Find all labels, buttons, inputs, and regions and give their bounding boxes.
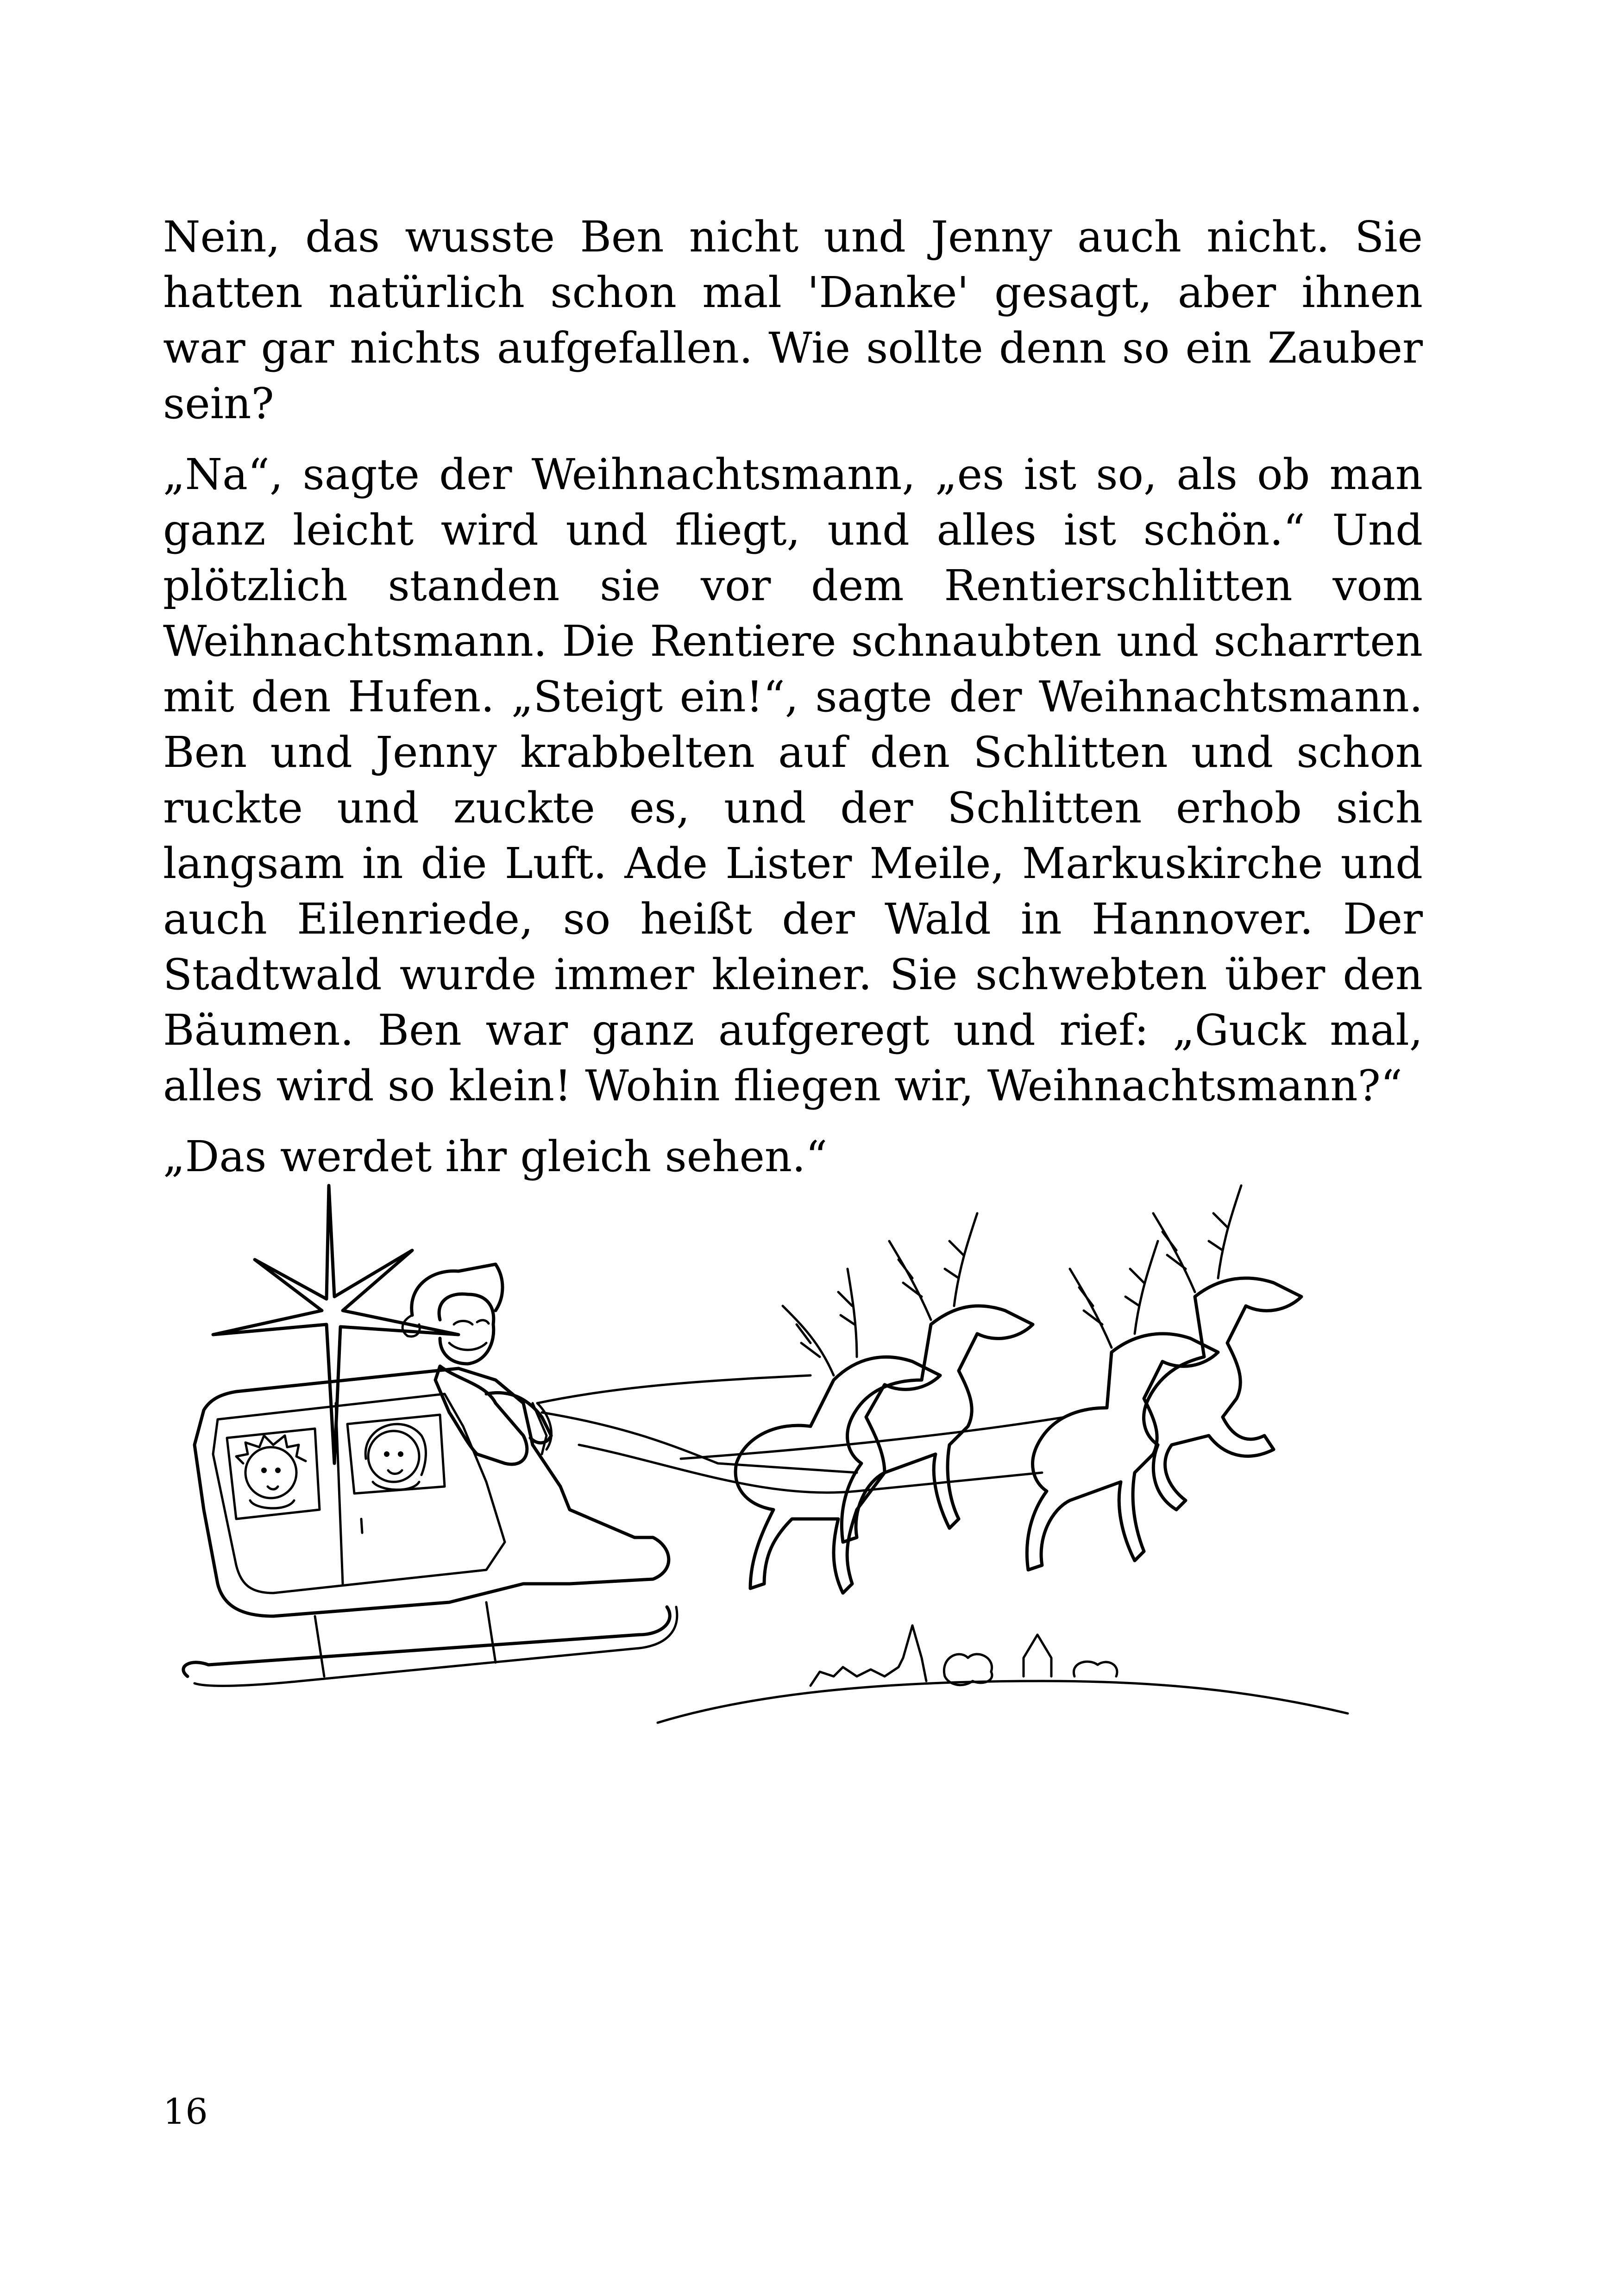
paragraph-2: „Na“, sagte der Weihnachtsmann, „es ist so, als ob man ganz leicht wird und fliegt, und alles ist schön.“ Und plötzlich standen sie vor dem Rentierschlitten vom Weihnachtsmann. Die Rentiere schnaubten und scharrten mit den Hufen. „Steigt ein!“, sagte der Weihnachtsmann. Ben und Jenny krabbelten auf den Schlitten und schon ruckte und zuckte es, und der Schlitten erhob sich langsam in die Luft. Ade Lister Meile, Markuskirche und auch Eilenriede, so heißt der Wald in Hannover. Der Stadtwald wurde immer kleiner. Sie schwebten über den Bäumen. Ben war ganz aufgeregt und rief: „Guck mal, alles wird so klein! Wohin fliegen wir, Weihnachtsmann?“ (163, 450, 1423, 1110)
page-number: 16 (163, 2091, 208, 2132)
line-drawing (162, 1186, 1376, 2001)
child-icon (236, 1436, 306, 1508)
reindeer-icon (735, 1269, 940, 1593)
sleigh-illustration (162, 1186, 1376, 2001)
sleigh-icon (183, 1368, 677, 1686)
reins-icon (537, 1375, 1065, 1493)
paragraph-3: „Das werdet ihr gleich sehen.“ (163, 1132, 828, 1181)
reindeer-icon (1027, 1241, 1218, 1570)
story-text (163, 209, 1423, 1200)
paragraph-1: Nein, das wusste Ben nicht und Jenny auch nicht. Sie hatten natürlich schon mal 'Danke' gesagt, aber ihnen war gar nichts aufgefallen. Wie sollte denn so ein Zauber sein? (163, 212, 1423, 428)
skyline-icon (658, 1625, 1348, 1723)
child-icon (365, 1424, 426, 1490)
reindeer-icon (1144, 1186, 1301, 1510)
